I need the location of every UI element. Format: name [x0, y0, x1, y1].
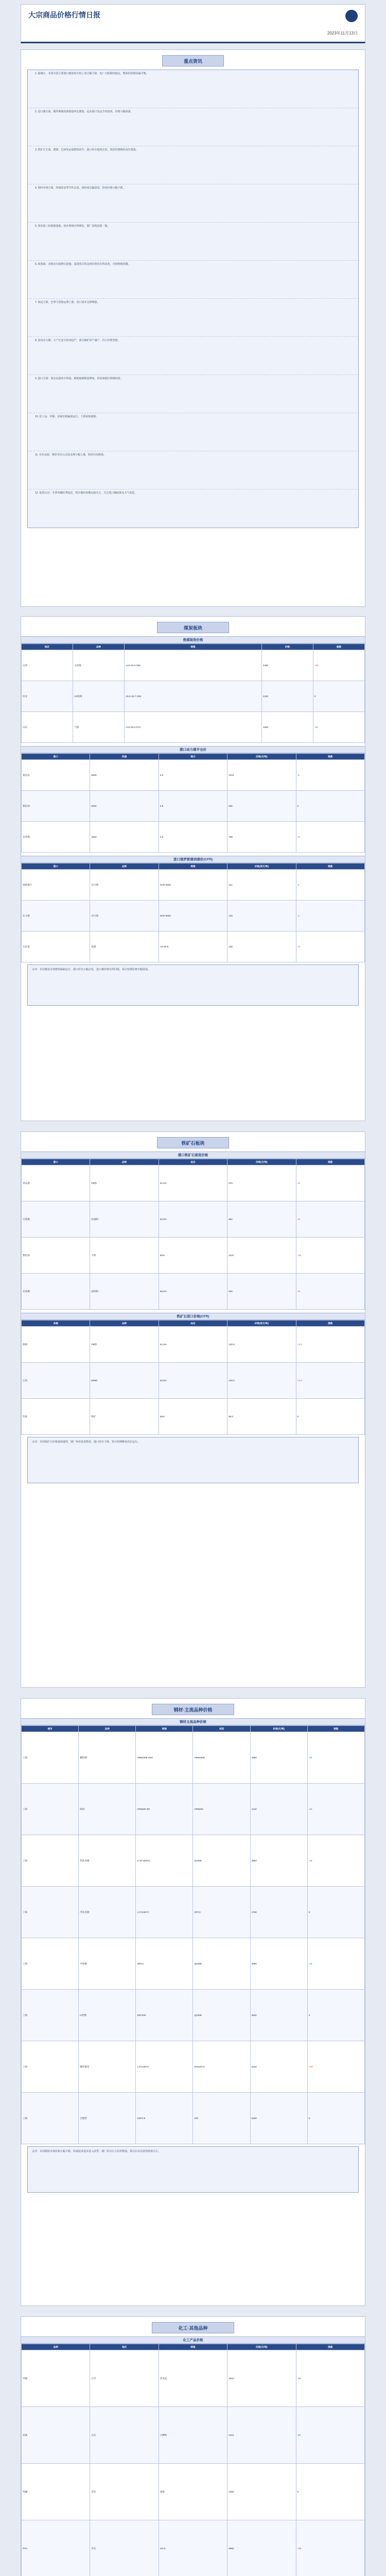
- col-header: 价格(元/吨): [227, 1159, 296, 1165]
- table-cell: 5150: [250, 2041, 307, 2093]
- col-header: 价格(元/吨): [227, 754, 296, 760]
- table-cell: 4120: [250, 1784, 307, 1835]
- coal-commentary: 点评：本周煤炭市场整体偏稳运行，港口库存小幅去化，进口煤价格有所回落，预计短期价格窄幅震荡。: [27, 964, 359, 1006]
- news-item: 5. 焦炭第三轮提涨落地，焦企利润有所修复，钢厂采购意愿一般。: [28, 223, 358, 261]
- table-cell: 上海: [22, 2093, 79, 2144]
- col-header: 价格: [261, 644, 313, 650]
- steel-table: [21, 1725, 365, 2144]
- coal-table3: [21, 863, 365, 962]
- table-cell: 61.5%: [159, 1165, 227, 1201]
- coal-table1: [21, 643, 365, 743]
- table-cell: 1120: [227, 1238, 296, 1274]
- table-cell: 超特粉: [90, 1274, 159, 1310]
- table-cell: 上海: [22, 1732, 79, 1784]
- table-row: [22, 2041, 365, 2093]
- table-cell: 3990: [250, 1938, 307, 1990]
- table-cell: 印度: [22, 1399, 90, 1435]
- table-cell: 5200: [250, 2093, 307, 2144]
- table-cell: 5860: [227, 2520, 296, 2576]
- table-cell: 0: [307, 1887, 364, 1938]
- table-cell: NAR 6000: [159, 901, 227, 931]
- col-header: 港口: [22, 863, 90, 870]
- news-item: 11. 有色金属：铜价受美元走弱支撑小幅上涨，铝价区间震荡。: [28, 451, 358, 489]
- table-cell: 0: [296, 791, 364, 822]
- table-row: [22, 870, 365, 901]
- col-header: 规格: [159, 2344, 227, 2350]
- table-row: [22, 1363, 365, 1399]
- col-header: 品种: [73, 644, 125, 650]
- table-cell: 0: [296, 1399, 364, 1435]
- ore-table1: [21, 1159, 365, 1310]
- table-cell: 0.8: [159, 822, 227, 853]
- col-header: 品种: [90, 863, 159, 870]
- table-cell: 1.0*1250*C: [136, 2041, 193, 2093]
- table-cell: +6: [296, 1201, 364, 1238]
- table-cell: 上海: [22, 1938, 79, 1990]
- table-cell: 0.8: [159, 791, 227, 822]
- table-cell: 798: [227, 822, 296, 853]
- col-header: 价格(元/吨): [250, 1726, 307, 1732]
- table-cell: 曹妃甸: [22, 1238, 90, 1274]
- table-cell: 5000: [90, 791, 159, 822]
- table-row: [22, 760, 365, 791]
- table-row: [22, 2407, 365, 2464]
- table-cell: -10: [307, 1784, 364, 1835]
- col-header: 涨跌: [296, 754, 364, 760]
- table-cell: 0: [313, 681, 364, 712]
- masthead: [21, 4, 365, 43]
- table-cell: -15: [296, 2350, 364, 2407]
- table-cell: 2280: [227, 2464, 296, 2520]
- table-cell: H型钢: [79, 1990, 136, 2041]
- table-cell: 0: [307, 2093, 364, 2144]
- table-row: [22, 712, 365, 743]
- table-cell: 瓦尼诺: [22, 931, 90, 962]
- table-cell: 0: [296, 2464, 364, 2520]
- col-header: 品种: [79, 1726, 136, 1732]
- coal-table3-title: 进口俄罗斯煤到港价(CFR): [21, 856, 365, 863]
- table-cell: 东方港: [22, 901, 90, 931]
- table-cell: 905: [227, 791, 296, 822]
- table-row: [22, 1399, 365, 1435]
- table-row: [22, 2464, 365, 2520]
- table-cell: -2: [296, 870, 364, 901]
- col-header: 涨跌: [296, 863, 364, 870]
- table-cell: -20: [296, 2407, 364, 2464]
- table-cell: 华北: [90, 2464, 159, 2520]
- table-cell: Q235B: [193, 1990, 250, 2041]
- table-cell: +10: [296, 1238, 364, 1274]
- table-row: [22, 2520, 365, 2576]
- table-cell: 126.5: [227, 1327, 296, 1363]
- col-header: 地区: [22, 644, 73, 650]
- news-item: 4. 钢材市场方面，终端需求季节性走弱，建材成交偏清淡，热卷价格小幅下跌。: [28, 184, 358, 223]
- chem-section: [21, 2316, 365, 2576]
- news-item: 2. 进口煤方面，俄罗斯煤炭到港量环比增加，远东港口发运节奏加快，价格小幅回落。: [28, 108, 358, 146]
- news-item: 8. 国内动力煤：主产区安全检查趋严，部分煤矿停产减产，坑口价格坚挺。: [28, 337, 358, 375]
- table-cell: 优等品: [159, 2350, 227, 2407]
- table-cell: 华东: [90, 2520, 159, 2576]
- table-cell: PVC: [22, 2520, 90, 2576]
- table-row: [22, 1165, 365, 1201]
- table-cell: 无缝管: [79, 2093, 136, 2144]
- table-cell: 主焦煤: [73, 650, 125, 681]
- ore-table2-title: 铁矿石进口价格(CFR): [21, 1313, 365, 1320]
- table-row: [22, 1238, 365, 1274]
- table-cell: +20: [313, 650, 364, 681]
- table-cell: BRBF: [90, 1363, 159, 1399]
- table-row: [22, 650, 365, 681]
- col-header: 材质: [193, 1726, 250, 1732]
- table-cell: 1018: [227, 760, 296, 791]
- table-cell: 焦煤: [90, 931, 159, 962]
- table-cell: HRB400E Φ20: [136, 1732, 193, 1784]
- brand-logo-icon: [345, 10, 358, 22]
- col-header: 品位: [159, 1320, 227, 1327]
- coal-table1-title: 焦煤现货价格: [21, 636, 365, 643]
- table-cell: HPB300: [193, 1784, 250, 1835]
- table-cell: 粉矿: [90, 1399, 159, 1435]
- table-cell: 0.6: [159, 760, 227, 791]
- col-header: 城市: [22, 1726, 79, 1732]
- chem-table1: [21, 2344, 365, 2576]
- section-banner-ore: 铁矿石板块: [157, 1137, 229, 1148]
- table-cell: 975: [227, 1165, 296, 1201]
- table-cell: A10 S0.6 G70: [125, 712, 262, 743]
- col-header: 规格: [136, 1726, 193, 1732]
- table-cell: 130.0: [227, 1363, 296, 1399]
- col-header: 品种: [90, 1320, 159, 1327]
- table-cell: -5: [296, 760, 364, 791]
- table-cell: 61.5%: [159, 1327, 227, 1363]
- table-cell: 山东: [22, 712, 73, 743]
- coal-section: [21, 616, 365, 1121]
- table-cell: -10: [313, 712, 364, 743]
- col-header: 涨跌: [296, 1159, 364, 1165]
- table-cell: 动力煤: [90, 901, 159, 931]
- table-cell: 青岛港: [22, 1165, 90, 1201]
- table-cell: 5500: [90, 760, 159, 791]
- table-cell: 曹妃甸: [22, 791, 90, 822]
- table-cell: 58%: [159, 1399, 227, 1435]
- table-cell: 236: [227, 931, 296, 962]
- table-cell: 112: [227, 870, 296, 901]
- table-cell: 江苏: [90, 2350, 159, 2407]
- news-item: 6. 政策面：多地出台稳增长措施，基建项目资金到位情况有所改善，市场情绪回暖。: [28, 261, 358, 299]
- report-title: 大宗商品价格行情日报: [28, 11, 100, 19]
- table-cell: PB粉: [90, 1165, 159, 1201]
- table-cell: 62.5%: [159, 1363, 227, 1399]
- section-banner-chem: 化工·其他品种: [152, 2322, 234, 2333]
- news-item: 1. 据统计，本周全国主要港口煤炭库存较上周小幅下降，电厂日耗维持稳定，整体供需格局偏平衡。: [28, 70, 358, 108]
- table-cell: 小颗粒: [159, 2407, 227, 2464]
- table-row: [22, 681, 365, 712]
- table-cell: 0: [307, 1990, 364, 2041]
- col-header: 地区: [90, 2344, 159, 2350]
- table-cell: DX51D+Z: [193, 2041, 250, 2093]
- table-row: [22, 1938, 365, 1990]
- steel-commentary: 点评：本周钢材市场价格小幅下跌，终端需求逐步进入淡季，钢厂库存压力有所增加，预计后市以弱势震荡为主。: [27, 2146, 359, 2193]
- col-header: 涨跌: [296, 1320, 364, 1327]
- table-cell: 992: [227, 1201, 296, 1238]
- table-cell: Q235B: [193, 1938, 250, 1990]
- news-item: 7. 海运方面，巴拿马型船运费上涨，进口成本支撑增强。: [28, 299, 358, 337]
- table-cell: 2520: [227, 2350, 296, 2407]
- table-cell: 108*4.5: [136, 2093, 193, 2144]
- table-cell: 65%: [159, 1238, 227, 1274]
- table-cell: +1.5: [296, 1327, 364, 1363]
- table-cell: 上海: [22, 1835, 79, 1887]
- col-header: 来源: [22, 1320, 90, 1327]
- table-cell: Q235B: [193, 1835, 250, 1887]
- table-cell: 螺纹钢: [79, 1732, 136, 1784]
- table-cell: PB粉: [90, 1327, 159, 1363]
- col-header: 规格: [159, 863, 227, 870]
- table-cell: 1.0*1250*C: [136, 1887, 193, 1938]
- table-cell: +1.0: [296, 1363, 364, 1399]
- steel-table-title: 钢材主流品种价格: [21, 1718, 365, 1725]
- table-cell: 98.0: [227, 1399, 296, 1435]
- table-cell: +10: [307, 2041, 364, 2093]
- table-cell: 山西: [22, 650, 73, 681]
- col-header: 热值: [90, 754, 159, 760]
- col-header: 港口: [22, 754, 90, 760]
- table-row: [22, 791, 365, 822]
- table-cell: 巴西: [22, 1363, 90, 1399]
- news-item: 12. 展望后市：冬季用煤旺季临近，预计煤价短期以稳为主，关注进口煤政策及天气变化。: [35, 492, 137, 495]
- table-cell: 京唐港: [22, 1274, 90, 1310]
- table-cell: -20: [307, 1732, 364, 1784]
- coal-table2: [21, 753, 365, 853]
- table-cell: 秦皇岛: [22, 760, 90, 791]
- table-cell: SG-5: [159, 2520, 227, 2576]
- table-cell: 纯碱: [22, 2464, 90, 2520]
- table-cell: 冷轧卷板: [79, 1887, 136, 1938]
- table-cell: +3: [296, 931, 364, 962]
- table-cell: 线材: [79, 1784, 136, 1835]
- steel-section: [21, 1698, 365, 2306]
- table-row: [22, 1327, 365, 1363]
- table-row: [22, 1990, 365, 2041]
- table-cell: 1950: [261, 712, 313, 743]
- table-cell: 上海: [22, 1990, 79, 2041]
- table-cell: HRB400E: [193, 1732, 250, 1784]
- col-header: 港口: [22, 1159, 90, 1165]
- table-cell: 京唐港: [22, 822, 90, 853]
- report-date: 2023年11月13日: [327, 31, 358, 36]
- table-cell: -1: [296, 901, 364, 931]
- table-cell: HPB300 Φ8: [136, 1784, 193, 1835]
- table-row: [22, 931, 365, 962]
- table-cell: 日照港: [22, 1201, 90, 1238]
- table-cell: 3920: [250, 1990, 307, 2041]
- table-cell: 1/3焦煤: [73, 681, 125, 712]
- table-cell: 20#: [193, 2093, 250, 2144]
- table-cell: 重质: [159, 2464, 227, 2520]
- coal-table2-title: 港口动力煤平仓价: [21, 746, 365, 753]
- table-cell: 澳洲: [22, 1327, 90, 1363]
- table-cell: 2450: [261, 650, 313, 681]
- table-cell: 3880: [250, 1732, 307, 1784]
- section-banner-coal: 煤炭板块: [157, 622, 229, 633]
- table-cell: +30: [296, 2520, 364, 2576]
- table-cell: +3: [296, 822, 364, 853]
- table-cell: 上海: [22, 1887, 79, 1938]
- table-cell: 4500: [90, 822, 159, 853]
- news-list: [27, 70, 359, 528]
- ore-section: [21, 1131, 365, 1688]
- table-cell: SPCC: [193, 1887, 250, 1938]
- col-header: 硫分: [159, 754, 227, 760]
- table-cell: -30: [307, 1835, 364, 1887]
- table-cell: -10: [307, 1938, 364, 1990]
- news-item: 9. 港口方面：秦皇岛港库存回落，锚地船舶数量增加，贸易商挺价情绪较浓。: [28, 375, 358, 413]
- table-row: [22, 2350, 365, 2407]
- table-cell: 20mm: [136, 1938, 193, 1990]
- table-cell: A9 S0.5: [159, 931, 227, 962]
- col-header: 价格(元/吨): [227, 2344, 296, 2350]
- chem-table1-title: 化工产品价格: [21, 2336, 365, 2344]
- table-row: [22, 1201, 365, 1238]
- table-cell: A9.5 S0.7 G80: [125, 681, 262, 712]
- col-header: 品种: [22, 2344, 90, 2350]
- col-header: 涨跌: [313, 644, 364, 650]
- table-cell: 820: [227, 1274, 296, 1310]
- table-cell: 3950: [250, 1835, 307, 1887]
- table-cell: 山东: [90, 2407, 159, 2464]
- ore-table1-title: 港口铁矿石现货价格: [21, 1151, 365, 1159]
- table-cell: 气煤: [73, 712, 125, 743]
- table-cell: 尿素: [22, 2407, 90, 2464]
- table-cell: 甲醇: [22, 2350, 90, 2407]
- table-cell: 镀锌板卷: [79, 2041, 136, 2093]
- table-cell: 2180: [261, 681, 313, 712]
- col-header: 涨跌: [307, 1726, 364, 1732]
- table-row: [22, 1732, 365, 1784]
- table-cell: 上海: [22, 2041, 79, 2093]
- ore-commentary: 点评：本周铁矿石价格延续强势，钢厂补库需求释放，港口库存下降，预计短期维持高位运行。: [27, 1437, 359, 1483]
- col-header: 规格: [125, 644, 262, 650]
- table-cell: 2410: [227, 2407, 296, 2464]
- table-cell: 动力煤: [90, 870, 159, 901]
- col-header: 涨跌: [296, 2344, 364, 2350]
- table-cell: 上海: [22, 1784, 79, 1835]
- news-section: [21, 49, 365, 607]
- table-cell: NAR 5500: [159, 870, 227, 901]
- table-row: [22, 1274, 365, 1310]
- news-item: 10. 化工品：甲醇、尿素价格偏弱运行，下游采购谨慎。: [28, 413, 358, 451]
- news-item: 3. 铁矿石方面，澳洲、巴西发运量整体回升，港口库存延续去化，现货价格维持高位震荡。: [28, 146, 358, 184]
- table-cell: 128: [227, 901, 296, 931]
- table-row: [22, 1835, 365, 1887]
- table-cell: 5.75*1500*C: [136, 1835, 193, 1887]
- col-header: 价格(美元/吨): [227, 1320, 296, 1327]
- table-cell: 200*200: [136, 1990, 193, 2041]
- table-row: [22, 1784, 365, 1835]
- col-header: 价格(美元/吨): [227, 863, 296, 870]
- table-row: [22, 1887, 365, 1938]
- table-cell: A10 S0.8 G85: [125, 650, 262, 681]
- ore-table2: [21, 1320, 365, 1435]
- table-cell: 纽曼粉: [90, 1201, 159, 1238]
- table-cell: +8: [296, 1165, 364, 1201]
- table-cell: 中厚板: [79, 1938, 136, 1990]
- table-cell: 热轧卷板: [79, 1835, 136, 1887]
- section-banner-steel: 钢材·主流品种价格: [152, 1704, 234, 1715]
- table-cell: 56.5%: [159, 1274, 227, 1310]
- col-header: 品种: [90, 1159, 159, 1165]
- table-cell: 纳霍德卡: [22, 870, 90, 901]
- table-cell: +5: [296, 1274, 364, 1310]
- table-row: [22, 2093, 365, 2144]
- table-cell: 河北: [22, 681, 73, 712]
- col-header: 品位: [159, 1159, 227, 1165]
- table-cell: 卡粉: [90, 1238, 159, 1274]
- section-banner-news: 重点资讯: [162, 55, 224, 66]
- table-row: [22, 901, 365, 931]
- table-row: [22, 822, 365, 853]
- table-cell: 4780: [250, 1887, 307, 1938]
- table-cell: 62.5%: [159, 1201, 227, 1238]
